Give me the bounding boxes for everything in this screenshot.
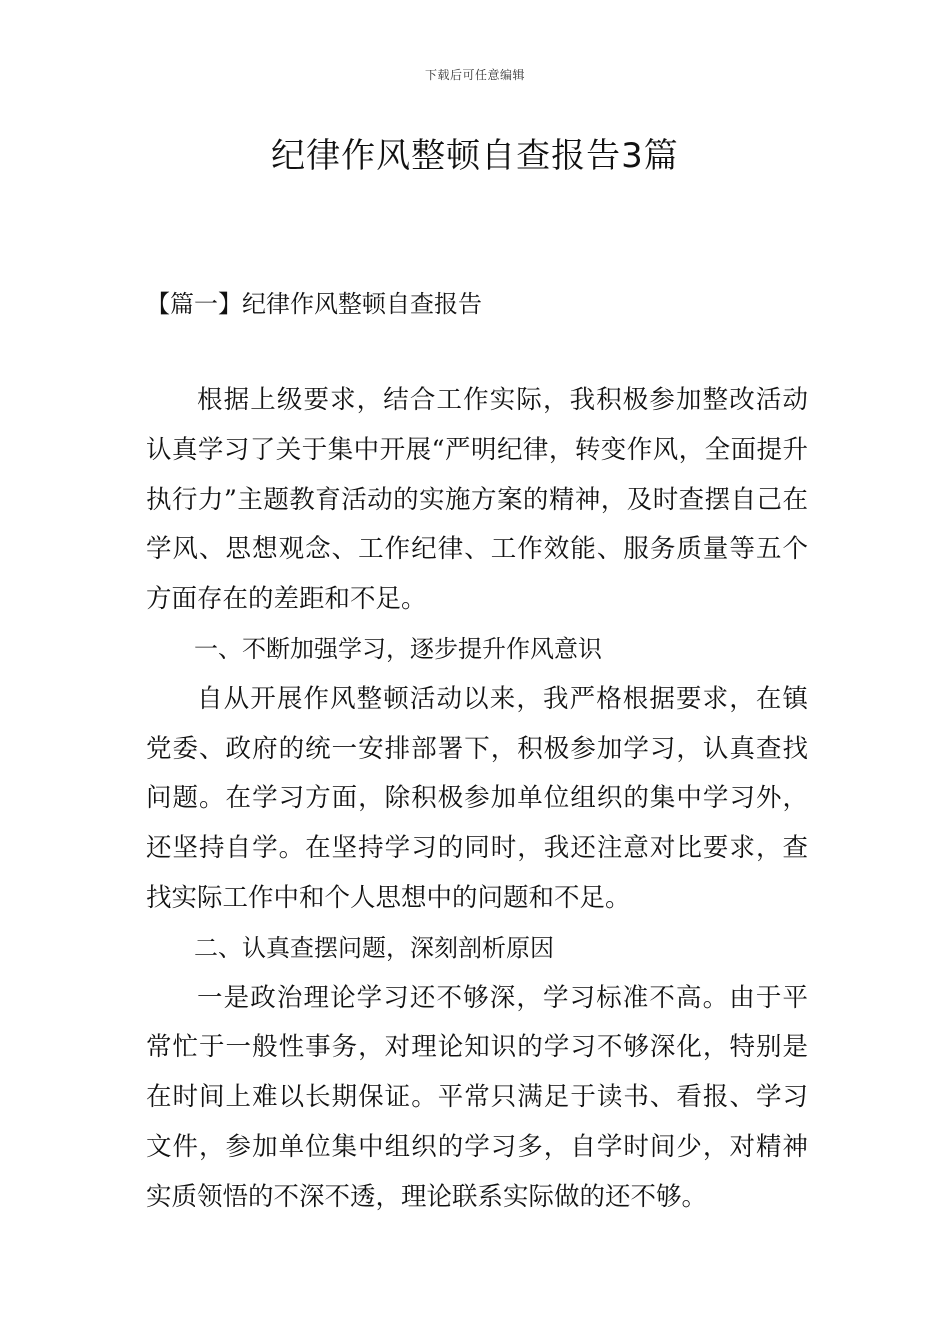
document-title: 纪律作风整顿自查报告3篇 bbox=[271, 136, 679, 176]
paragraph: 自从开展作风整顿活动以来，我严格根据要求，在镇党委、政府的统一安排部署下，积极参加学习，认真查找问题。在学习方面，除积极参加单位组织的集中学习外，还坚持自学。在坚持学习的同时，我还注意对比要求，查找实际工作中和个人思想中的问题和不足。 bbox=[146, 683, 808, 913]
subheading: 二、认真查摆问题，深刻剖析原因 bbox=[194, 933, 554, 962]
subheading: 一、不断加强学习，逐步提升作风意识 bbox=[194, 634, 602, 663]
document-body bbox=[146, 376, 808, 1223]
header-note: 下载后可任意编辑 bbox=[424, 68, 525, 82]
paragraph: 一是政治理论学习还不够深，学习标准不高。由于平常忙于一般性事务，对理论知识的学习不够深化，特别是在时间上难以长期保证。平常只满足于读书、看报、学习文件，参加单位集中组织的学习多，自学时间少，对精神实质领悟的不深不透，理论联系实际做的还不够。 bbox=[146, 982, 808, 1212]
paragraph: 根据上级要求，结合工作实际，我积极参加整改活动认真学习了关于集中开展“严明纪律，转变作风，全面提升执行力”主题教育活动的实施方案的精神，及时查摆自己在学风、思想观念、工作纪律、工作效能、服务质量等五个方面存在的差距和不足。 bbox=[146, 385, 808, 615]
section-heading: 【篇一】纪律作风整顿自查报告 bbox=[146, 290, 482, 318]
